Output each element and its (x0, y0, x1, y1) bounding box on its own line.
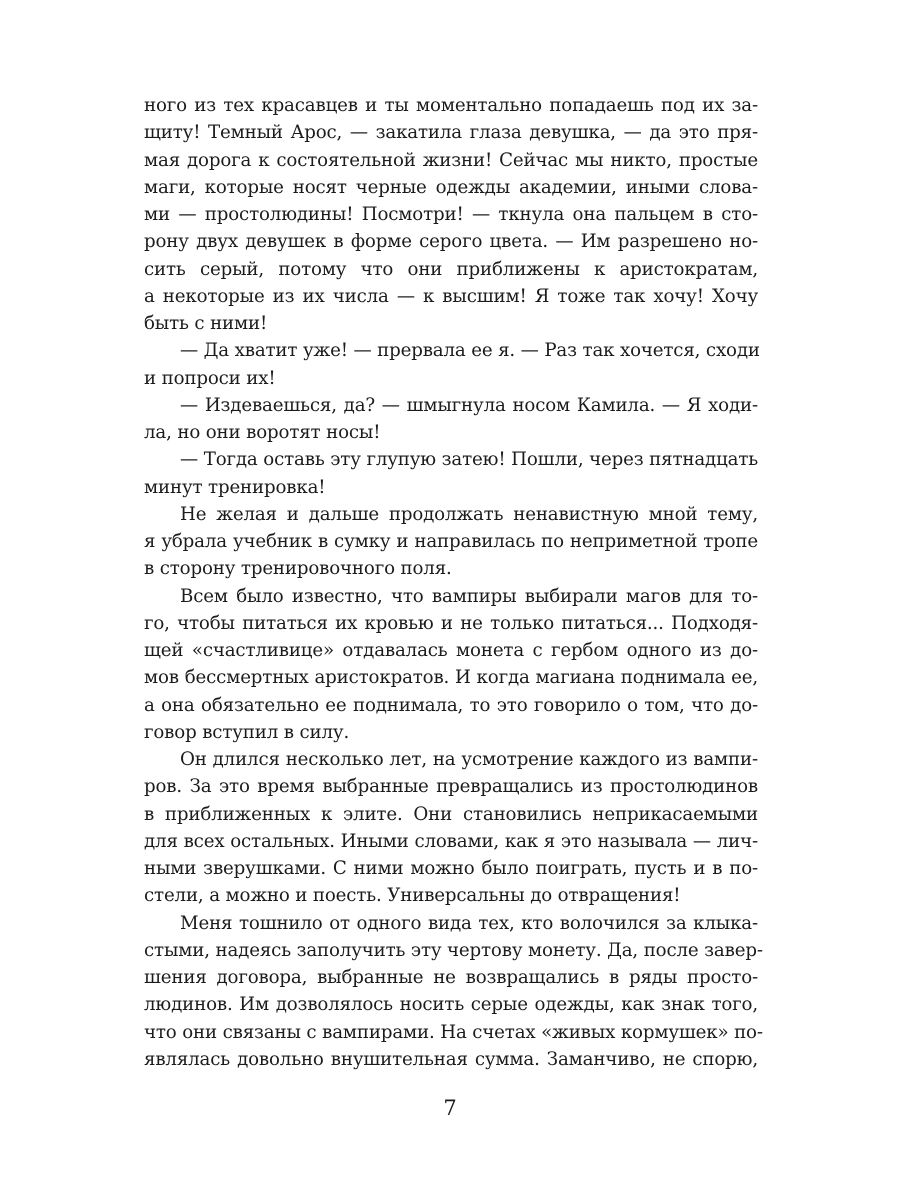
text-line: — Тогда оставь эту глупую затею! Пошли, через пятнадцать (180, 449, 758, 471)
text-line: говор вступил в силу. (144, 721, 350, 743)
text-line: маги, которые носят черные одежды академии, иными слова- (144, 176, 758, 198)
text-line: рону двух девушек в форме серого цвета. — Им разрешено но- (144, 231, 758, 253)
text-line: в сторону тренировочного поля. (144, 558, 452, 580)
text-line: ми — простолюдины! Посмотри! — ткнула она пальцем в сто- (144, 204, 758, 225)
text-line: мов бессмертных аристократов. И когда магиана поднимала ее, (144, 667, 758, 689)
text-line: щиту! Темный Арос, — закатила глаза девушка, — да это пря- (144, 122, 758, 144)
text-line: людинов. Им дозволялось носить серые одежды, как знак того, (144, 994, 758, 1016)
text-line: стыми, надеясь заполучить эту чертову монету. Да, после завер- (144, 939, 763, 961)
text-line: а она обязательно ее поднимала, то это говорило о том, что до- (144, 694, 758, 716)
text-line: что они связаны с вампирами. На счетах «живых кормушек» по- (144, 1021, 763, 1043)
text-line: Меня тошнило от одного вида тех, кто волочился за клыка- (180, 912, 758, 934)
text-line: ными зверушками. С ними можно было поиграть, пусть и в по- (144, 858, 758, 879)
text-line: стели, а можно и поесть. Универсальны до отвращения! (144, 885, 681, 907)
text-line: мая дорога к состоятельной жизни! Сейчас мы никто, простые (144, 149, 758, 171)
text-line: го, чтобы питаться их кровью и не только питаться... Подходя- (144, 612, 758, 634)
text-line: быть с ними! (144, 313, 268, 334)
text-line: — Издеваешься, да? — шмыгнула носом Камила. — Я ходи- (180, 394, 758, 416)
text-line: — Да хватит уже! — прервала ее я. — Раз так хочется, сходи (180, 340, 760, 362)
text-line: ла, но они воротят носы! (144, 422, 381, 443)
text-line: шения договора, выбранные не возвращались в ряды просто- (144, 967, 758, 988)
text-line: ров. За это время выбранные превращались из простолюдинов (144, 776, 758, 798)
text-line: сить серый, потому что они приближены к аристократам, (144, 258, 758, 280)
text-line: Он длился несколько лет, на усмотрение каждого из вампи- (180, 749, 758, 770)
text-line: минут тренировка! (144, 476, 326, 498)
text-line: являлась довольно внушительная сумма. Заманчиво, не спорю, (144, 1048, 758, 1070)
text-line: и попроси их! (144, 367, 276, 389)
text-line: Не желая и дальше продолжать ненавистную мной тему, (180, 503, 758, 525)
text-line: для всех остальных. Иными словами, как я это называла — лич- (144, 830, 758, 852)
page-number: 7 (443, 1096, 457, 1120)
text-line: щей «счастливице» отдавалась монета с гербом одного из до- (144, 640, 758, 661)
text-line: в приближенных к элите. Они становились неприкасаемыми (144, 803, 758, 825)
text-line: Всем было известно, что вампиры выбирали магов для то- (180, 585, 758, 607)
body-text (144, 92, 763, 1073)
text-line: а некоторые из их числа — к высшим! Я тоже так хочу! Хочу (144, 285, 758, 307)
text-line: ного из тех красавцев и ты моментально попадаешь под их за- (144, 95, 758, 116)
text-line: я убрала учебник в сумку и направилась по неприметной тропе (144, 531, 758, 552)
